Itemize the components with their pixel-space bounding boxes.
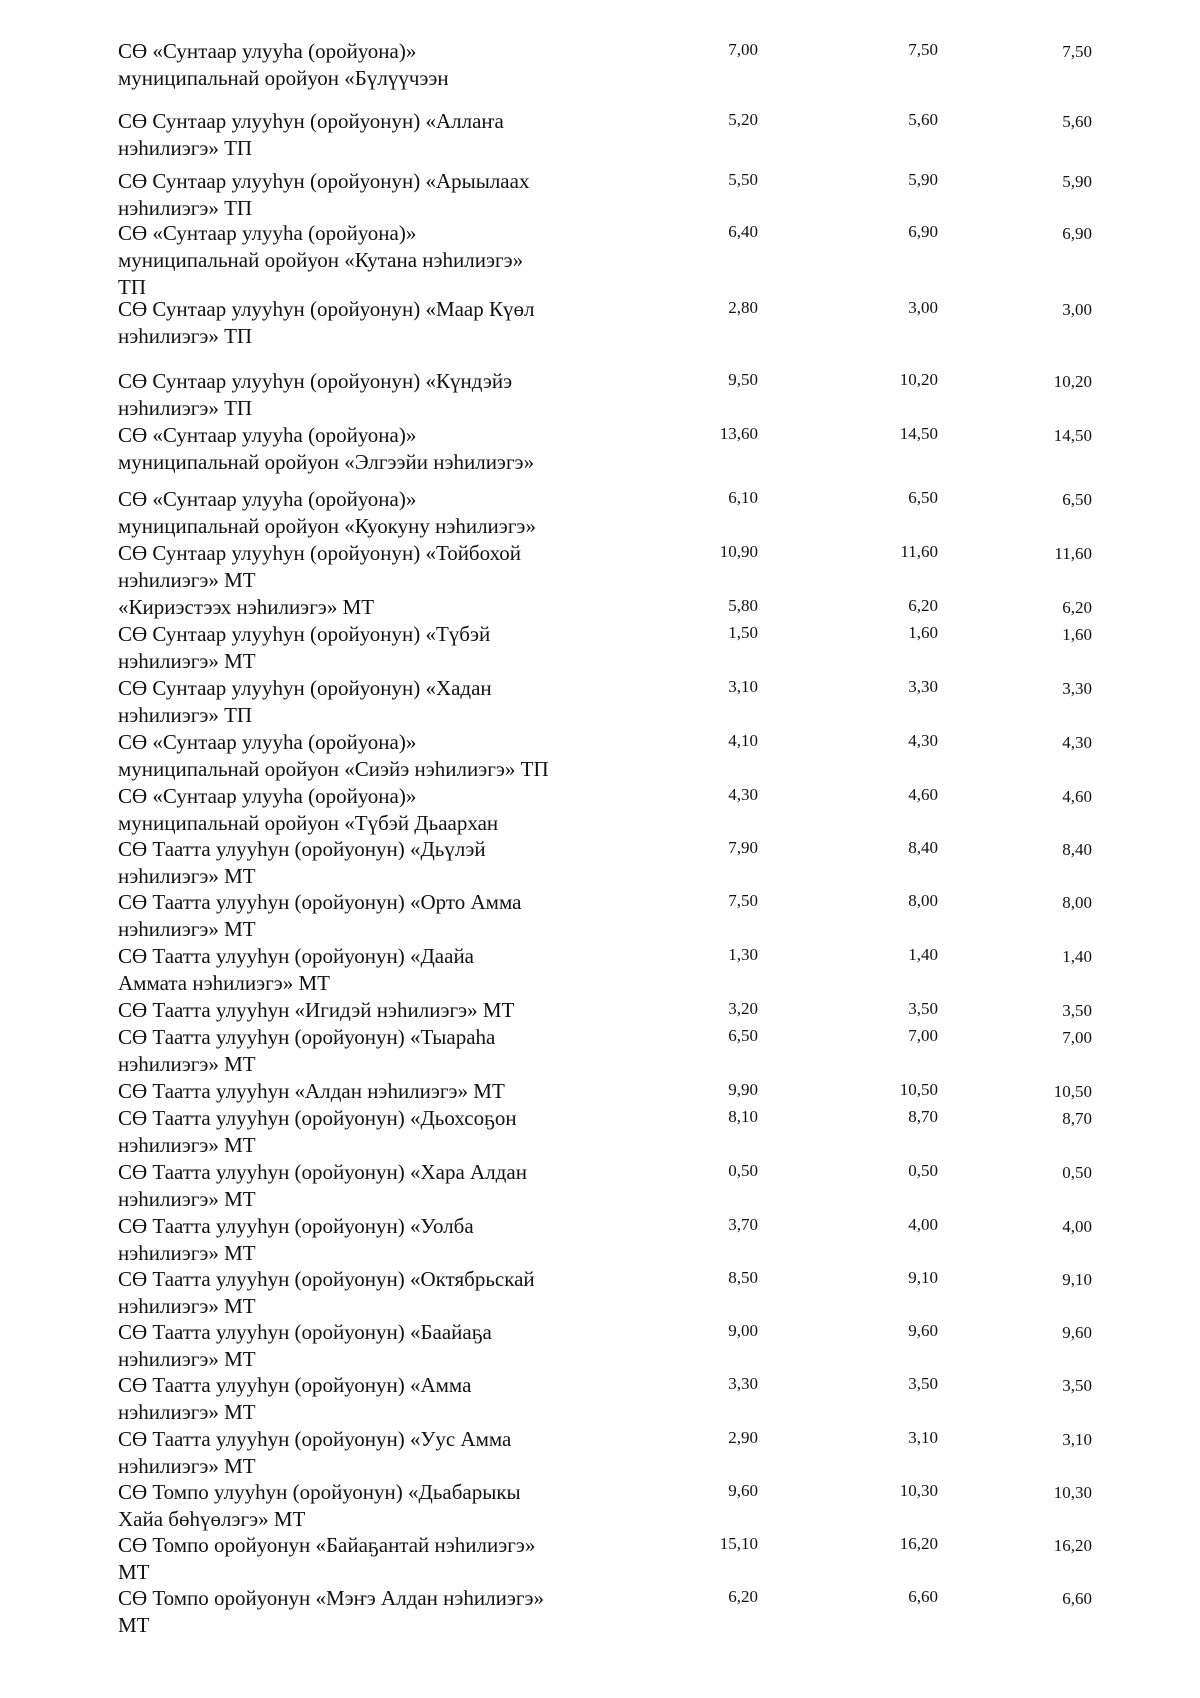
value-col1: 1,30 [728,945,758,964]
table-row [0,422,1200,476]
value-col2: 9,60 [908,1321,938,1340]
value-col1: 3,70 [728,1215,758,1234]
value-col2: 3,50 [908,1374,938,1393]
row-name: СӨ Таатта улууһун (оройуонун) «Дьүлэй нэһилиэгэ» МТ [118,837,486,888]
row-name: СӨ Сунтаар улууһун (оройуонун) «Күндэйэ нэһилиэгэ» ТП [118,369,513,420]
value-col3: 4,00 [1062,1217,1092,1236]
table-row [0,540,1200,594]
table-row [0,621,1200,675]
table-row [0,943,1200,997]
value-col3: 6,90 [1062,224,1092,243]
value-col1: 0,50 [728,1161,758,1180]
value-col1: 5,80 [728,596,758,615]
row-name: СӨ «Сунтаар улууһа (оройуона)» муниципальнай оройуон «Бүлүүчээн [118,39,449,90]
row-name: СӨ Томпо оройуонун «Байаҕантай нэһилиэгэ» МТ [118,1533,536,1584]
row-name: СӨ Таатта улууһун (оройуонун) «Уолба нэһилиэгэ» МТ [118,1214,474,1265]
row-name: СӨ Томпо оройуонун «Мэҥэ Алдан нэһилиэгэ» МТ [118,1586,545,1637]
value-col3: 9,60 [1062,1323,1092,1342]
value-col1: 5,20 [728,110,758,129]
table-row [0,38,1200,92]
table-row [0,108,1200,162]
value-col1: 13,60 [719,424,758,443]
row-name: СӨ Таатта улууһун (оройуонун) «Октябрьскай нэһилиэгэ» МТ [118,1267,535,1318]
value-col3: 4,30 [1062,733,1092,752]
value-col1: 6,20 [728,1587,758,1606]
table-row [0,1426,1200,1480]
table-row [0,168,1200,222]
row-name: СӨ Таатта улууһун (оройуонун) «Баайаҕа нэһилиэгэ» МТ [118,1320,492,1371]
value-col1: 7,00 [728,40,758,59]
value-col2: 3,50 [908,999,938,1018]
value-col3: 3,00 [1062,300,1092,319]
value-col1: 6,40 [728,222,758,241]
table-row [0,1532,1200,1586]
row-name: СӨ Таатта улууһун (оройуонун) «Уус Амма нэһилиэгэ» МТ [118,1427,512,1478]
value-col1: 2,90 [728,1428,758,1447]
value-col1: 8,10 [728,1107,758,1126]
row-name: СӨ «Сунтаар улууһа (оройуона)» муниципальнай оройуон «Куокуну нэһилиэгэ» [118,487,536,538]
value-col3: 10,20 [1053,372,1092,391]
value-col3: 4,60 [1062,787,1092,806]
value-col3: 3,10 [1062,1430,1092,1449]
table-row [0,1105,1200,1159]
table-row [0,1266,1200,1320]
row-name: СӨ Томпо улууһун (оройуонун) «Дьабарыкы Хайа бөһүөлэгэ» МТ [118,1480,521,1531]
table-row [0,220,1200,301]
value-col3: 3,30 [1062,679,1092,698]
row-name: СӨ «Сунтаар улууһа (оройуона)» муниципальнай оройуон «Түбэй Дьаархан [118,784,499,835]
value-col3: 5,60 [1062,112,1092,131]
value-col1: 7,50 [728,891,758,910]
value-col3: 9,10 [1062,1270,1092,1289]
value-col3: 6,20 [1062,598,1092,617]
value-col2: 6,90 [908,222,938,241]
value-col1: 3,10 [728,677,758,696]
row-name: СӨ Сунтаар улууһун (оройуонун) «Аллаҥа нэһилиэгэ» ТП [118,109,504,160]
row-name: СӨ Сунтаар улууһун (оройуонун) «Арыылаах нэһилиэгэ» ТП [118,169,530,220]
value-col3: 11,60 [1054,544,1092,563]
value-col2: 3,10 [908,1428,938,1447]
row-name: СӨ Сунтаар улууһун (оройуонун) «Хадан нэһилиэгэ» ТП [118,676,492,727]
value-col2: 10,50 [899,1080,938,1099]
value-col1: 3,20 [728,999,758,1018]
row-name: СӨ Сунтаар улууһун (оройуонун) «Маар Күөл нэһилиэгэ» ТП [118,297,535,348]
table-row [0,1024,1200,1078]
value-col1: 1,50 [728,623,758,642]
value-col2: 6,20 [908,596,938,615]
value-col3: 6,60 [1062,1589,1092,1608]
value-col3: 7,00 [1062,1028,1092,1047]
row-name: СӨ Таатта улууһун (оройуонун) «Дьохсоҕон нэһилиэгэ» МТ [118,1106,517,1157]
table-row [0,1585,1200,1639]
row-name: СӨ «Сунтаар улууһа (оройуона)» муниципальнай оройуон «Элгээйи нэһилиэгэ» [118,423,535,474]
value-col3: 10,50 [1053,1082,1092,1101]
table-row [0,1319,1200,1373]
value-col1: 10,90 [719,542,758,561]
value-col3: 1,60 [1062,625,1092,644]
row-name: СӨ Таатта улууһун «Игидэй нэһилиэгэ» МТ [118,998,515,1022]
value-col1: 6,50 [728,1026,758,1045]
value-col3: 5,90 [1062,172,1092,191]
table-row [0,729,1200,783]
value-col2: 0,50 [908,1161,938,1180]
value-col1: 9,50 [728,370,758,389]
value-col1: 9,90 [728,1080,758,1099]
row-name: СӨ Таатта улууһун (оройуонун) «Даайа Аммата нэһилиэгэ» МТ [118,944,475,995]
value-col1: 2,80 [728,298,758,317]
value-col3: 14,50 [1053,426,1092,445]
table-row [0,486,1200,540]
value-col2: 7,50 [908,40,938,59]
value-col1: 15,10 [719,1534,758,1553]
table-row [0,1479,1200,1533]
value-col1: 5,50 [728,170,758,189]
value-col2: 16,20 [899,1534,938,1553]
value-col1: 9,00 [728,1321,758,1340]
value-col1: 3,30 [728,1374,758,1393]
table-row [0,594,1200,621]
table-row [0,368,1200,422]
table-row [0,836,1200,890]
row-name: СӨ Таатта улууһун «Алдан нэһилиэгэ» МТ [118,1079,505,1103]
value-col1: 7,90 [728,838,758,857]
table-row [0,1372,1200,1426]
value-col2: 14,50 [899,424,938,443]
row-name: СӨ Сунтаар улууһун (оройуонун) «Түбэй нэһилиэгэ» МТ [118,622,491,673]
row-name: СӨ Таатта улууһун (оройуонун) «Хара Алдан нэһилиэгэ» МТ [118,1160,527,1211]
value-col2: 10,20 [899,370,938,389]
table-row [0,783,1200,837]
value-col1: 9,60 [728,1481,758,1500]
value-col2: 8,40 [908,838,938,857]
row-name: СӨ «Сунтаар улууһа (оройуона)» муниципальнай оройуон «Сиэйэ нэһилиэгэ» ТП [118,730,549,781]
table-row [0,997,1200,1024]
value-col2: 3,30 [908,677,938,696]
table-row [0,675,1200,729]
value-col2: 5,60 [908,110,938,129]
value-col2: 9,10 [908,1268,938,1287]
value-col2: 4,60 [908,785,938,804]
value-col3: 0,50 [1062,1163,1092,1182]
row-name: СӨ Таатта улууһун (оройуонун) «Амма нэһилиэгэ» МТ [118,1373,472,1424]
value-col2: 8,00 [908,891,938,910]
table-row [0,1078,1200,1105]
row-name: СӨ Сунтаар улууһун (оройуонун) «Тойбохой нэһилиэгэ» МТ [118,541,522,592]
value-col2: 6,50 [908,488,938,507]
value-col1: 4,10 [728,731,758,750]
table-row [0,1159,1200,1213]
value-col2: 1,40 [908,945,938,964]
table-row [0,889,1200,943]
value-col1: 6,10 [728,488,758,507]
value-col3: 6,50 [1062,490,1092,509]
row-name: СӨ Таатта улууһун (оройуонун) «Орто Амма нэһилиэгэ» МТ [118,890,522,941]
value-col2: 3,00 [908,298,938,317]
value-col2: 4,00 [908,1215,938,1234]
row-name: «Кириэстээх нэһилиэгэ» МТ [118,595,375,619]
table-row [0,1213,1200,1267]
row-name: СӨ Таатта улууһун (оройуонун) «Тыараһа нэһилиэгэ» МТ [118,1025,496,1076]
value-col3: 1,40 [1062,947,1092,966]
value-col3: 8,70 [1062,1109,1092,1128]
value-col2: 1,60 [908,623,938,642]
value-col2: 7,00 [908,1026,938,1045]
value-col3: 8,40 [1062,840,1092,859]
value-col3: 3,50 [1062,1376,1092,1395]
table-row [0,296,1200,350]
value-col2: 11,60 [900,542,938,561]
value-col3: 3,50 [1062,1001,1092,1020]
row-name: СӨ «Сунтаар улууһа (оройуона)» муниципальнай оройуон «Кутана нэһилиэгэ» ТП [118,221,524,299]
value-col2: 10,30 [899,1481,938,1500]
value-col3: 10,30 [1053,1483,1092,1502]
value-col2: 8,70 [908,1107,938,1126]
value-col2: 5,90 [908,170,938,189]
value-col1: 4,30 [728,785,758,804]
value-col2: 6,60 [908,1587,938,1606]
value-col1: 8,50 [728,1268,758,1287]
value-col2: 4,30 [908,731,938,750]
value-col3: 7,50 [1062,42,1092,61]
value-col3: 8,00 [1062,893,1092,912]
value-col3: 16,20 [1053,1536,1092,1555]
